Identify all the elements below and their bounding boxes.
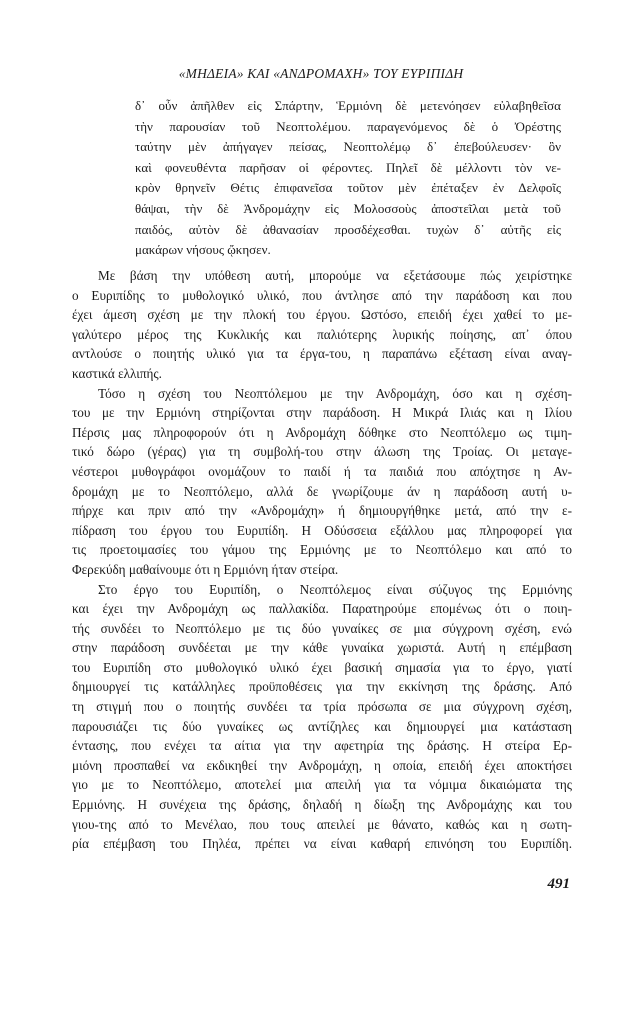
page-number: 491 xyxy=(547,876,570,892)
paragraph-1 xyxy=(72,266,572,384)
body-text xyxy=(72,266,572,854)
quote-line: δ᾽ οὖν ἀπῆλθεν εἰς Σπάρτην, Ἑρμιόνη δὲ μετενόησεν εὐλαβηθεῖσα xyxy=(135,98,561,113)
paragraph-line: τη στιγμή που ο ποιητής συνδέει τα τρία πρόσωπα σε μια σύγχρονη σχέση, xyxy=(72,699,572,715)
paragraph-line: στην παράδοση συνδέεται με την κάθε γυναίκα χωριστά. Αυτή η επέμβαση xyxy=(72,640,572,656)
paragraph-3 xyxy=(72,580,572,854)
paragraph-line: Φερεκύδη μαθαίνουμε ότι η Ερμιόνη ήταν στείρα. xyxy=(72,561,339,577)
paragraph-line: γιου-της από το Μενέλαο, που τους απειλεί με θάνατο, καθώς και η σωτη- xyxy=(72,816,572,832)
paragraph-line: Ερμιόνης. Η συνέχεια της δράσης, δηλαδή η δίωξη της Ανδρομάχης και του xyxy=(72,797,572,813)
paragraph-line: δημιουργεί τις κατάλληλες προϋποθέσεις για την εκκίνηση της δράσης. Από xyxy=(72,679,572,695)
quote-line: κρὸν θρηνεῖν Θέτις ἐπιφανεῖσα τοῦτον μὲν ἐπέταξεν ἐν Δελφοῖς xyxy=(135,180,561,196)
quote-line: παιδός, αὐτὸν δὲ ἀθανασίαν προσδέχεσθαι. τυχὼν δ᾽ αὐτῆς εἰς xyxy=(135,221,561,237)
paragraph-line: καστικά ελλιπής. xyxy=(72,365,162,381)
paragraph-line: ρία επέμβαση του Πηλέα, πρέπει να είναι καθαρή επινόηση του Ευριπίδη. xyxy=(72,836,572,852)
paragraph-line: του Ευριπίδη στο μυθολογικό υλικό έχει βασική σημασία για το έργο, γιατί xyxy=(72,659,572,675)
paragraph-2 xyxy=(72,384,572,580)
paragraph-line: Πέρσις μας πληροφορούν ότι η Ανδρομάχη δόθηκε στο Νεοπτόλεμο ως τιμη- xyxy=(72,424,572,440)
paragraph-line: τής συνδέει το Νεοπτόλεμο με τις δύο γυναίκες σε μια σύγχρονη σχέση, ενώ xyxy=(72,620,572,636)
paragraph-line: παρουσιάζει τις δύο γυναίκες ως αντίζηλες και δημιουργεί μια κατάσταση xyxy=(72,718,572,734)
paragraph-line: και έχει την Ανδρομάχη ως παλλακίδα. Παρατηρούμε επομένως ότι ο ποιη- xyxy=(72,601,572,617)
paragraph-line: Τόσο η σχέση του Νεοπτόλεμου με την Ανδρομάχη, όσο και η σχέση- xyxy=(98,385,572,401)
paragraph-line: νέστεροι μυθογράφοι ονομάζουν το παιδί ή τα παιδιά που απόχτησε η Αν- xyxy=(72,463,572,479)
paragraph-line: Στο έργο του Ευριπίδη, ο Νεοπτόλεμος είναι σύζυγος της Ερμιόνης xyxy=(98,581,572,597)
running-head: «ΜΗΔΕΙΑ» ΚΑΙ «ΑΝΔΡΟΜΑΧΗ» ΤΟΥ ΕΥΡΙΠΙΔΗ xyxy=(178,66,464,81)
quote-line: θάψαι, τὴν δὲ Ἀνδρομάχην εἰς Μολοσσοὺς ἀποστεῖλαι μετὰ τοῦ xyxy=(135,200,561,216)
quote-line: ταύτην μὲν ἀπήγαγεν πείσας, Νεοπτολέμῳ δ᾽ ἐπεβούλευσεν· ὃν xyxy=(135,139,561,155)
paragraph-line: πίδραση του έργου του Ευριπίδη. Η Οδύσσεια εξάλλου μας πληροφορεί για xyxy=(72,522,572,538)
paragraph-line: τικό δώρο (γέρας) για τη συμβολή-του στην άλωση της Τροίας. Οι μεταγε- xyxy=(72,444,572,460)
paragraph-line: τις προετοιμασίες του γάμου της Ερμιόνης με το Νεοπτόλεμο και από το xyxy=(72,542,572,558)
quote-line: μακάρων νήσους ᾤκησεν. xyxy=(135,242,271,258)
paragraph-line: γαλύτερο μέρος της Κυκλικής και παλιότερης λυρικής ποίησης, απ᾽ όπου xyxy=(72,326,572,342)
paragraph-line: αντλούσε ο ποιητής υλικό για τα έργα-του, η παραπάνω εξέταση είναι αναγ- xyxy=(72,346,572,362)
paragraph-line: πήρχε και πριν από την «Ανδρομάχη» ή δημιουργήθηκε μετά, από την ε- xyxy=(72,503,572,519)
paragraph-line: γιο με το Νεοπτόλεμο, αποτελεί μια απειλή για τα νόμιμα δικαιώματα της xyxy=(72,777,572,793)
paragraph-line: δρομάχη με το Νεοπτόλεμο, αλλά δε γνωρίζουμε άν η παράδοση αυτή υ- xyxy=(72,483,572,499)
paragraph-line: έχει άμεση σχέση με την πλοκή του έργου. Ωστόσο, επειδή έχει χαθεί το με- xyxy=(72,307,572,323)
ancient-greek-quote xyxy=(135,96,561,261)
paragraph-line: Με βάση την υπόθεση αυτή, μπορούμε να εξετάσουμε πώς χειρίστηκε xyxy=(98,268,572,283)
quote-line: τὴν παρουσίαν τοῦ Νεοπτολέμου. παραγενόμενος δὲ ὁ Ὀρέστης xyxy=(135,118,561,134)
paragraph-line: ο Ευριπίδης το μυθολογικό υλικό, που άντλησε από την παράδοση και που xyxy=(72,287,572,303)
quote-line: καὶ φονευθέντα παρῆσαν οἱ φέροντες. Πηλεῖ δὲ μέλλοντι τὸν νε- xyxy=(135,159,561,175)
paragraph-line: μιόνη προσπαθεί να εκδικηθεί την Ανδρομάχη, η οποία, επειδή έχει αποκτήσει xyxy=(72,757,572,773)
paragraph-line: έντασης, που ενέχει τα αίτια για την αφετηρία της δράσης. Η στείρα Ερ- xyxy=(72,738,572,754)
paragraph-line: του με την Ερμιόνη στηρίζονται στην παράδοση. Η Μικρά Ιλιάς και η Ιλίου xyxy=(72,405,572,421)
